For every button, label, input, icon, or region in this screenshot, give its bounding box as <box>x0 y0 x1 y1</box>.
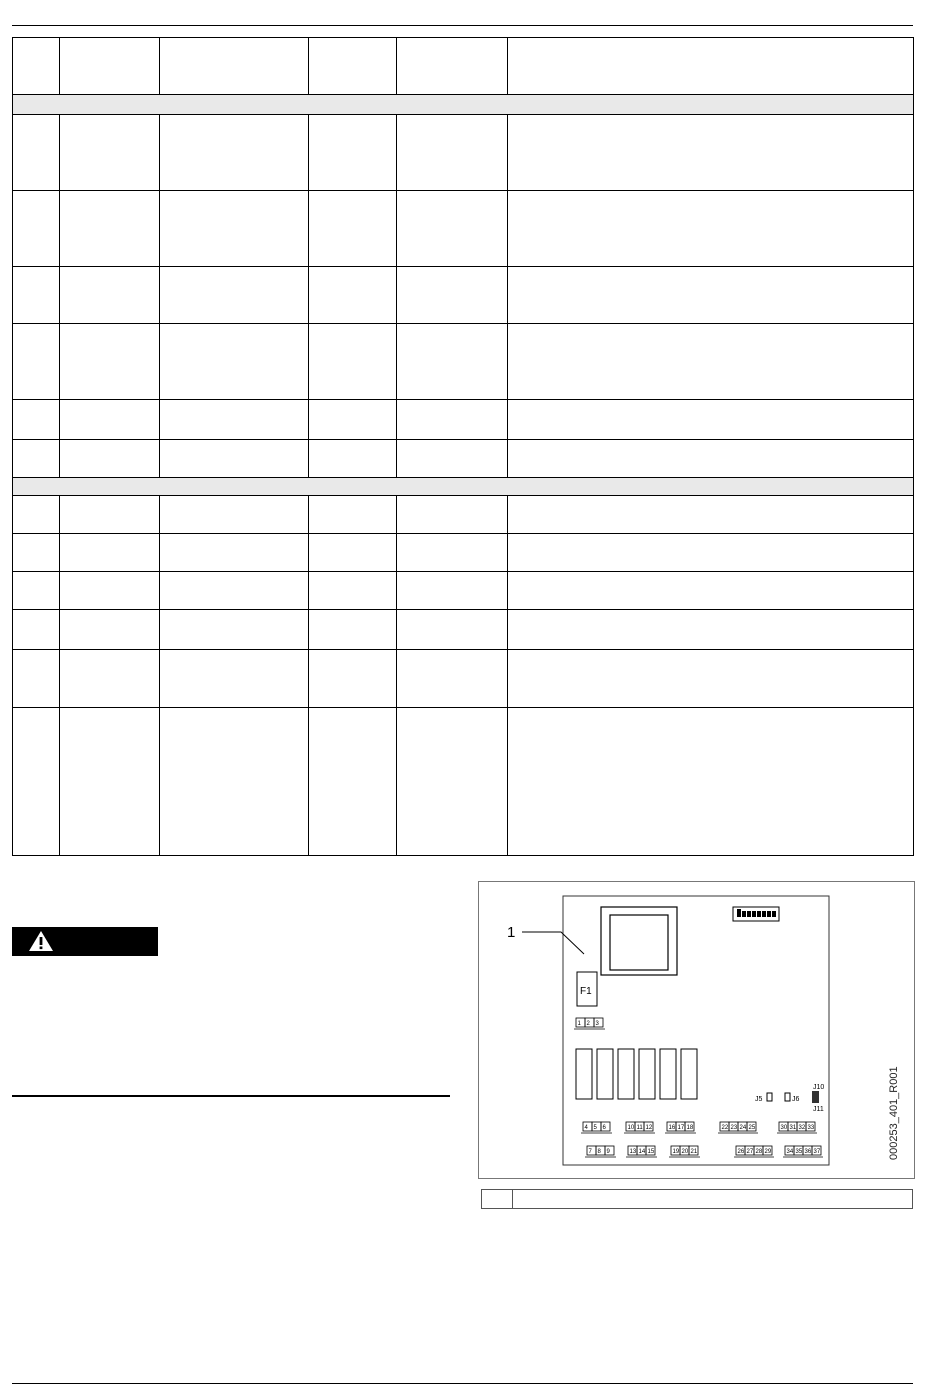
table-row <box>13 496 914 534</box>
data-table <box>12 37 914 856</box>
table-cell <box>397 708 508 856</box>
table-cell <box>309 400 397 440</box>
table-cell <box>60 324 160 400</box>
table-cell <box>60 572 160 610</box>
table-cell <box>13 650 60 708</box>
terminal-label: 17 <box>677 1125 685 1131</box>
terminal-label: 28 <box>755 1149 763 1155</box>
table-cell <box>397 650 508 708</box>
table-cell <box>397 400 508 440</box>
table-cell <box>508 38 914 95</box>
table-cell <box>508 400 914 440</box>
table-cell <box>13 115 60 191</box>
section-row <box>13 478 914 496</box>
terminal-label: 29 <box>764 1149 772 1155</box>
table-cell <box>397 115 508 191</box>
terminal-label: 19 <box>672 1149 680 1155</box>
terminal-label: 5 <box>593 1125 597 1131</box>
table-cell <box>13 534 60 572</box>
table-cell <box>397 610 508 650</box>
terminal-label: 34 <box>786 1149 794 1155</box>
table-cell <box>508 650 914 708</box>
table-cell <box>397 572 508 610</box>
table-cell <box>508 572 914 610</box>
terminal-label: 30 <box>780 1125 788 1131</box>
table-cell <box>309 267 397 324</box>
table-cell <box>508 115 914 191</box>
table-cell <box>397 324 508 400</box>
table-cell <box>13 400 60 440</box>
table-row <box>13 400 914 440</box>
table-cell <box>508 496 914 534</box>
table-cell <box>160 708 309 856</box>
table-row <box>13 324 914 400</box>
transformer <box>601 907 677 975</box>
table-cell <box>508 534 914 572</box>
table-cell <box>309 115 397 191</box>
table-cell <box>160 267 309 324</box>
table-cell <box>60 496 160 534</box>
table-cell <box>13 496 60 534</box>
terminal-label: 33 <box>807 1125 815 1131</box>
table-cell <box>508 191 914 267</box>
table-cell <box>60 191 160 267</box>
table-cell <box>397 534 508 572</box>
terminal-label: 31 <box>789 1125 797 1131</box>
table-cell <box>309 572 397 610</box>
table-cell <box>309 610 397 650</box>
caption-number <box>482 1190 513 1208</box>
table-cell <box>13 191 60 267</box>
terminal-label: 35 <box>795 1149 803 1155</box>
table-cell <box>13 610 60 650</box>
table-cell <box>60 708 160 856</box>
table-row <box>13 650 914 708</box>
terminal-label: 4 <box>584 1125 588 1131</box>
table-cell <box>160 440 309 478</box>
terminal-label: 14 <box>638 1149 646 1155</box>
table-cell <box>508 708 914 856</box>
table-row <box>13 115 914 191</box>
terminal-label: 23 <box>730 1125 738 1131</box>
table-cell <box>60 38 160 95</box>
table-cell <box>13 708 60 856</box>
jumper-j5-label: J5 <box>755 1096 763 1103</box>
terminal-label: 26 <box>737 1149 745 1155</box>
terminal-label: 10 <box>627 1125 635 1131</box>
circuit-board-figure <box>478 881 915 1179</box>
table-cell <box>160 115 309 191</box>
section-cell <box>13 478 914 496</box>
terminal-label: 8 <box>597 1149 601 1155</box>
section-row <box>13 95 914 115</box>
table-cell <box>13 572 60 610</box>
jumper-j6-label: J6 <box>792 1096 800 1103</box>
table-cell <box>60 440 160 478</box>
terminal-label: 18 <box>686 1125 694 1131</box>
terminal-label: 1 <box>577 1021 581 1027</box>
terminal-label: 36 <box>804 1149 812 1155</box>
terminal-label: 15 <box>647 1149 655 1155</box>
terminal-label: 27 <box>746 1149 754 1155</box>
table-cell <box>13 440 60 478</box>
table-row <box>13 572 914 610</box>
table-cell <box>13 324 60 400</box>
terminal-label: 25 <box>748 1125 756 1131</box>
table-cell <box>13 267 60 324</box>
table-cell <box>309 191 397 267</box>
table-cell <box>397 440 508 478</box>
circuit-board-diagram <box>479 882 914 1178</box>
table-cell <box>160 324 309 400</box>
terminal-label: 24 <box>739 1125 747 1131</box>
fuse-label: F1 <box>580 986 592 997</box>
caption-text <box>513 1190 912 1208</box>
table-row <box>13 267 914 324</box>
figure-caption-table <box>481 1189 913 1209</box>
warning-banner <box>12 927 158 956</box>
top-rule <box>12 25 913 26</box>
terminal-label: 2 <box>586 1021 590 1027</box>
table-row <box>13 440 914 478</box>
terminal-label: 3 <box>595 1021 599 1027</box>
callout-number: 1 <box>507 924 516 941</box>
table-cell <box>160 534 309 572</box>
table-cell <box>397 38 508 95</box>
table-cell <box>160 572 309 610</box>
jumper-j11-label: J11 <box>813 1106 824 1113</box>
terminal-label: 6 <box>602 1125 606 1131</box>
table-cell <box>160 650 309 708</box>
terminal-label: 13 <box>629 1149 637 1155</box>
table-row <box>13 708 914 856</box>
table-cell <box>309 496 397 534</box>
terminal-label: 16 <box>668 1125 676 1131</box>
table-row <box>13 191 914 267</box>
table-cell <box>309 708 397 856</box>
table-cell <box>60 115 160 191</box>
bottom-rule <box>12 1383 913 1384</box>
table-cell <box>309 38 397 95</box>
table-cell <box>60 400 160 440</box>
table-cell <box>13 38 60 95</box>
table-cell <box>60 534 160 572</box>
figure-id: 000253_401_R001 <box>888 1066 900 1160</box>
terminal-label: 11 <box>636 1125 643 1131</box>
jumper-j10-label: J10 <box>813 1084 825 1091</box>
table-cell <box>397 496 508 534</box>
table-cell <box>160 38 309 95</box>
terminal-label: 37 <box>813 1149 821 1155</box>
table-cell <box>397 267 508 324</box>
table-cell <box>160 191 309 267</box>
terminal-label: 22 <box>721 1125 729 1131</box>
table-cell <box>309 534 397 572</box>
table-row <box>13 610 914 650</box>
table-cell <box>508 440 914 478</box>
terminal-label: 32 <box>798 1125 806 1131</box>
table-cell <box>60 650 160 708</box>
table-cell <box>160 610 309 650</box>
table-cell <box>60 610 160 650</box>
header-row <box>13 38 914 95</box>
table-cell <box>397 191 508 267</box>
terminal-label: 7 <box>588 1149 592 1155</box>
table-row <box>13 534 914 572</box>
table-cell <box>508 324 914 400</box>
section-separator <box>12 1095 450 1097</box>
terminal-label: 12 <box>645 1125 653 1131</box>
terminal-label: 9 <box>606 1149 610 1155</box>
warning-triangle-icon <box>28 930 54 952</box>
table-cell <box>309 324 397 400</box>
table-cell <box>160 496 309 534</box>
terminal-label: 21 <box>690 1149 698 1155</box>
table-cell <box>508 610 914 650</box>
table-cell <box>309 650 397 708</box>
table-cell <box>309 440 397 478</box>
section-cell <box>13 95 914 115</box>
table-cell <box>160 400 309 440</box>
terminal-label: 20 <box>681 1149 689 1155</box>
table-cell <box>508 267 914 324</box>
table-cell <box>60 267 160 324</box>
